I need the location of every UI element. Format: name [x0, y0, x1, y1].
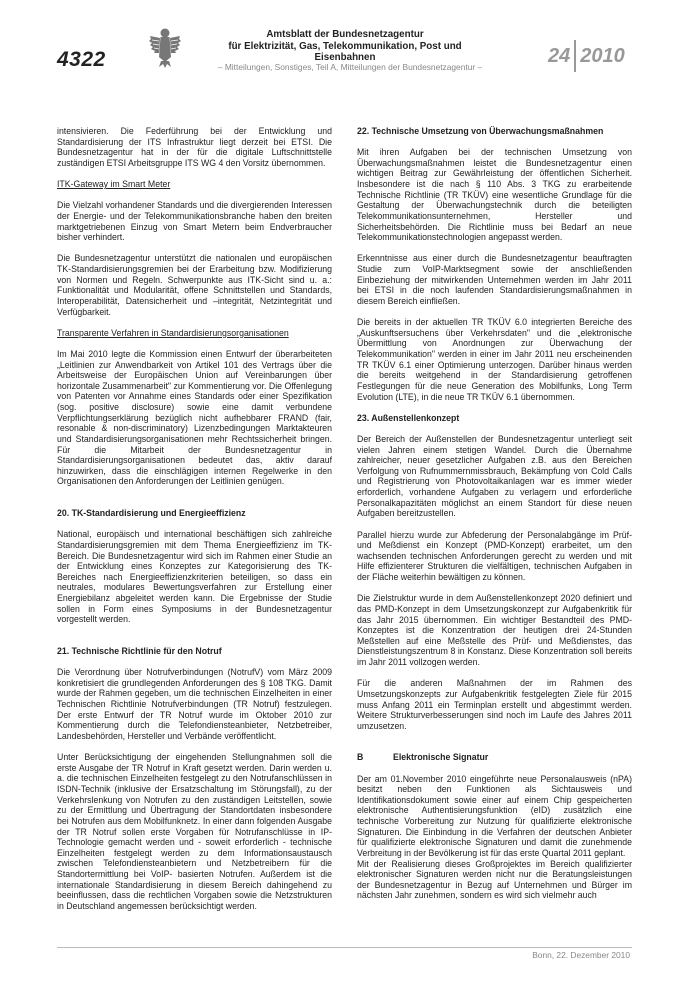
paragraph: Der am 01.November 2010 eingeführte neue Personalausweis (nPA) besitzt neben den Funktionen als Sichtausweis und Identifikationsdokument sowie einer auf einem Chip gespeicherten elektronische Authentisierungsfunktion (eID) zusätzlich eine technische Vorbereitung zur Nutzung für qualifizierte elektronische Signaturen. Die Einbindung in die Verfahren der deutschen Anbieter für qualifizierte elektronische Signaturen und damit die zunehmende Verbreitung in der Bevölkerung ist für das erste Quartal 2011 geplant. — [357, 773, 632, 858]
paragraph: Mit der Realisierung dieses Großprojektes im Bereich qualifizierter elektronischer Signaturen werden nicht nur die Beratungsleistungen der Bundesnetzagentur in Bezug auf Unternehmen und Bürger im nächsten Jahr zunehmen, sondern es wird sich vielmehr auch — [357, 858, 632, 901]
paragraph: Parallel hierzu wurde zur Abfederung der Personalabgänge im Prüf- und Meßdienst ein Konzept (PMD-Konzept) erarbeitet, um den wachsenden technischen Anforderungen gerecht zu werden und mit Hilfe effizienterer Strukturen die vielfältigen, technischen Aufgaben in der Fläche weiterhin bewältigen zu können. — [357, 529, 632, 583]
footer-divider — [57, 947, 632, 948]
paragraph: Für die anderen Maßnahmen der im Rahmen des Umsetzungskonzepts zur Aufgabenkritik festgelegten Ziele für 2015 muss Anfang 2011 ein Terminplan erstellt und abgestimmt werden. Weitere Strukturverbesserungen sind noch im Laufe des Jahres 2011 umzusetzen. — [357, 678, 632, 731]
paragraph: Die Vielzahl vorhandener Standards und die divergierenden Interessen der Energie- und der Telekommunikationsbranche haben den breiten marktgetriebenen Einzug von Smart Metern beim Endverbraucher bisher verhindert. — [57, 200, 332, 243]
subheading-itk-gateway: ITK-Gateway im Smart Meter — [57, 179, 171, 190]
paragraph: Im Mai 2010 legte die Kommission einen Entwurf der überarbeiteten „Leitlinien zur Anwendbarkeit von Artikel 101 des Vertrags über die Arbeitsweise der Europäischen Union auf Vereinbarungen über horizontale Zusammenarbeit" zur Kommentierung vor. Die Offenlegung von Patenten vor Annahme eines Standards oder einer Spezifikation (sog. positive disclosure) sowie eine damit verbundene Verpflichtungserklärung bezüglich nicht aufhebbarer FRAND (fair, resonable & non-discriminatory) Lizenzbedingungen Marktakteuren und Standardisierungsorganisationen mehr Rechtssicherheit bringen. Für die Mitarbeit der Bundesnetzagentur in Standardisierungsorganisationen bedeutet das, aktiv darauf hinzuwirken, dass die einschlägigen internen Regelwerke in den Organisationen den Anforderungen der Leitlinien genügen. — [57, 348, 332, 487]
section-heading-22: 22. Technische Umsetzung von Überwachungsmaßnahmen — [357, 126, 604, 136]
section-heading-b — [357, 752, 632, 763]
publication-title-line2: für Elektrizität, Gas, Telekommunikation, Post und Eisenbahnen — [228, 40, 462, 63]
issue-number-block — [548, 40, 625, 72]
issue-year: 2010 — [580, 45, 625, 67]
paragraph: Der Bereich der Außenstellen der Bundesnetzagentur unterliegt seit vielen Jahren einem stetigen Wandel. Durch die Übernahme zahlreicher, neuer gesetzlicher Aufgaben z.B. aus den Bereichen Verfolgung von Rufnummernmissbrauch, Bekämpfung von Cold Calls und Registrierung von Photovoltaikanlagen war es immer wieder erforderlich, vorhandene Aufgaben zu verlagern und erforderliche Personalkapazitäten möglichst an einem Standort für diese neuen Aufgaben bereitzustellen. — [357, 433, 632, 519]
paragraph: Mit ihren Aufgaben bei der technischen Umsetzung von Überwachungsmaßnahmen leistet die Bundesnetzagentur einen wichtigen Beitrag zur Gewährleistung der öffentlichen Sicherheit. Insbesondere ist die nach § 110 Abs. 3 TKG zu erarbeitende Technische Richtlinie (TR TKÜV) eine wesentliche Grundlage für die Gestaltung der Überwachungstechnik durch die beteiligten Telekommunikationsunternehmen, Hersteller und Sicherheitsbehörden. Die Richtlinie muss bei Bedarf an neue Telekommunikationstechnologien angepasst werden. — [357, 147, 632, 243]
federal-eagle-icon — [148, 26, 182, 68]
left-column — [57, 126, 332, 922]
section-heading-23: 23. Außenstellenkonzept — [357, 412, 460, 423]
page-number: 4322 — [57, 48, 106, 71]
section-heading-20: 20. TK-Standardisierung und Energieeffizienz — [57, 508, 246, 519]
paragraph: National, europäisch und international beschäftigen sich zahlreiche Standardisierungsgremien mit dem Thema Energieeffizienz im TK-Bereich. Die Bundesnetzagentur wird sich im Rahmen einer Studie an der Entwicklung eines Konzeptes zur Kategorisierung des TK-Bereiches nach Energieeffizienzkriterien beteiligen, so dass ein neutrales, modulares Bewertungsverfahren zur Erstellung einer Energiebilanz abgeleitet werden kann. Die Ergebnisse der Studie sollen in Form eines Symposiums in der Bundesnetzagentur vorgestellt werden. — [57, 529, 332, 625]
issue-subtitle: – Mitteilungen, Sonstiges, Teil A, Mitteilungen der Bundesnetzagentur – — [217, 62, 483, 72]
issue-divider — [574, 40, 576, 72]
section-heading-21: 21. Technische Richtlinie für den Notruf — [57, 645, 222, 656]
right-column — [357, 126, 632, 912]
paragraph: Die Zielstruktur wurde in dem Außenstellenkonzept 2020 definiert und das PMD-Konzept in dem Umsetzungskonzept zur Aufgabenkritik für das Jahr 2015 übernommen. Ein wichtiger Bestandteil des PMD-Konzeptes ist die Konzentration der heutigen drei 24-Stunden Meßstellen auf eine Meßstelle des Prüf- und Meßdienstes, das Dienstleistungszentrum 8 in Konstanz. Diese Konzentration soll bereits im Jahr 2011 vollzogen werden. — [357, 593, 632, 668]
issue-number: 24 — [548, 45, 571, 67]
paragraph: Unter Berücksichtigung der eingehenden Stellungnahmen soll die erste Ausgabe der TR Notruf in Kraft gesetzt werden. Darin werden u. a. die technischen Einzelheiten festgelegt zu den Notrufanschlüssen in ISDN-Technik (inklusive der Ersatzschaltung im Störungsfall), zu der Verkehrslenkung von Notrufen zu den zuständigen Leitstellen, sowie zu der Ermittlung und Übertragung der Standortdaten insbesondere bei Notrufen aus dem Mobilfunknetz. In einer dann folgenden Ausgabe der TR Notruf sollen erste Vorgaben für Notrufanschlüsse in IP-Technologie gemacht werden und - soweit erforderlich - technische Einzelheiten festgelegt werden zu dem Informationsaustausch zwischen Telefondiensteanbietern und Netzbetreibern für die Standortermittlung bei VoIP- basierten Notrufen. Außerdem ist die internationale Standardisierung in diesem Bereich dahingehend zu beeinflussen, dass die rechtlichen Vorgaben sowie die Netzstrukturen in Deutschland angemessen berücksichtigt werden. — [57, 752, 332, 911]
paragraph: Die bereits in der aktuellen TR TKÜV 6.0 integrierten Bereiche des „Auskunftsersuchens über Verkehrsdaten" und die „elektronische Übermittlung von Anordnungen zur Überwachung der Telekommunikation" werden in einer im Jahr 2011 neu erscheinenden TR TKÜV 6.1 einer Optimierung unterzogen. Darüber hinaus werden die bereits weitgehend in der Standardisierung getroffenen Festlegungen für die neue Generation des Mobilfunks, Long Term Evolution (LTE), in die neue TR TKÜV 6.1 übernommen. — [357, 317, 632, 402]
subheading-transparent-procedures: Transparente Verfahren in Standardisierungsorganisationen — [57, 327, 289, 338]
paragraph: intensivieren. Die Federführung bei der Entwicklung und Standardisierung der ITS Infrastruktur liegt derzeit bei ETSI. Die Bundesnetzagentur hat in der für die digitale Luftschnittstelle zuständigen ETSI Arbeitsgruppe ITS WG 4 den Vorsitz übernommen. — [57, 126, 332, 168]
paragraph: Die Bundesnetzagentur unterstützt die nationalen und europäischen TK-Standardisierungsgremien bei der Erarbeitung bzw. Modifizierung von Normen und Regeln. Schwerpunkte aus ITK-Sicht sind u. a.: Funktionalität und Modularität, offene Schnittstellen und Standards, Interoperabilität, Datensicherheit und –integrität, Netzintegrität und Verfügbarkeit. — [57, 253, 332, 317]
paragraph: Die Verordnung über Notrufverbindungen (NotrufV) vom März 2009 konkretisiert die grundlegenden Anforderungen des § 108 TKG. Damit wurde der Rahmen gegeben, um die technischen Einzelheiten in einer Technischen Richtlinie Notrufverbindungen (TR Notruf) festzulegen. Der erste Entwurf der TR Notruf wurde im Oktober 2010 zur Kommentierung durch die Telefondiensteanbieter, Netzbetreiber, Landesbehörden, Hersteller und Verbände veröffentlicht. — [57, 667, 332, 741]
footer-date: Bonn, 22. Dezember 2010 — [532, 950, 630, 960]
section-title: Elektronische Signatur — [393, 752, 489, 763]
publication-title-line1: Amtsblatt der Bundesnetzagentur — [266, 29, 424, 40]
paragraph: Erkenntnisse aus einer durch die Bundesnetzagentur beauftragten Studie zum VoIP-Marktsegment sowie der anschließenden Einbeziehung der mitwirkenden Unternehmen werden im Jahr 2011 bei ETSI in die noch laufenden Standardisierungsmaßnahmen in diesem Bereich einfließen. — [357, 253, 632, 306]
publication-header — [200, 29, 490, 64]
section-letter: B — [357, 752, 364, 763]
